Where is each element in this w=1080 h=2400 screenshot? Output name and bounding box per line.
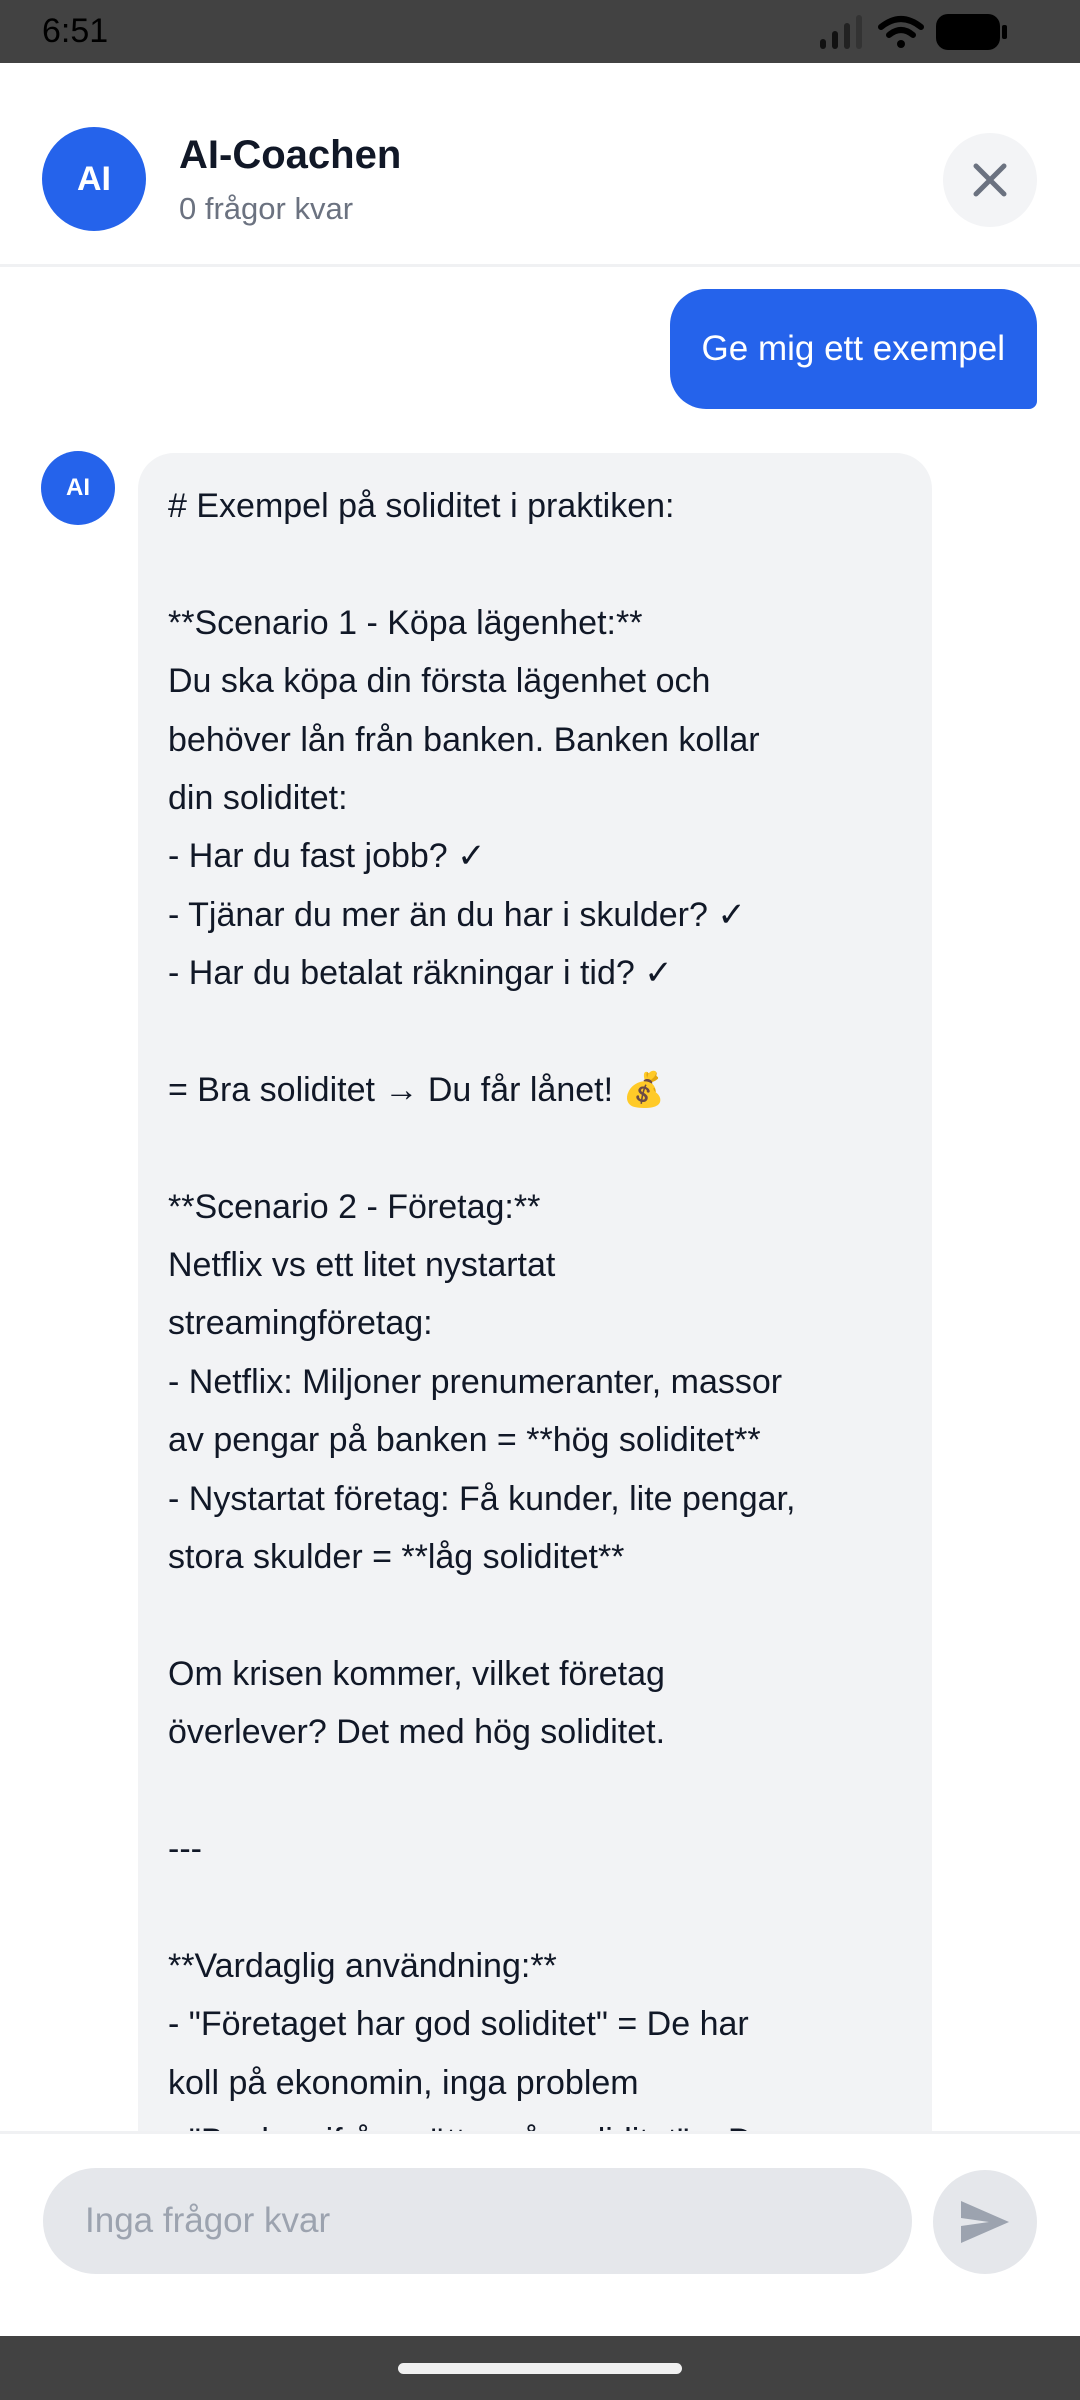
ai-message-line xyxy=(168,1003,902,1061)
chat-header xyxy=(0,63,1080,267)
send-button[interactable] xyxy=(933,2170,1037,2274)
navigation-bar xyxy=(0,2336,1080,2400)
ai-message-line: **Scenario 1 - Köpa lägenhet:** xyxy=(168,603,643,642)
ai-message-line: av pengar på banken = **hög soliditet** xyxy=(168,1421,761,1460)
ai-message-line: - Netflix: Miljoner prenumeranter, massor xyxy=(168,1362,783,1401)
signal-icon xyxy=(820,15,866,49)
ai-message-line: - Nystartat företag: Få kunder, lite pengar, xyxy=(168,1479,796,1518)
status-time: 6:51 xyxy=(42,12,109,50)
ai-message-line: # Exempel på soliditet i praktiken: xyxy=(168,487,675,525)
ai-message-line: - Har du betalat räkningar i tid? ✓ xyxy=(168,954,673,993)
ai-message-line: Netflix vs ett litet nystartat xyxy=(168,1246,556,1285)
ai-message-line: Du ska köpa din första lägenhet och xyxy=(168,662,711,701)
ai-message-line: - Tjänar du mer än du har i skulder? ✓ xyxy=(168,895,746,934)
ai-message-line xyxy=(168,1119,902,1177)
message-list[interactable] xyxy=(0,267,1080,2131)
ai-message-line xyxy=(168,1586,902,1644)
ai-message-line: Om krisen kommer, vilket företag xyxy=(168,1654,665,1693)
coach-avatar: AI xyxy=(42,127,146,231)
ai-message-line: **Scenario 2 - Företag:** xyxy=(168,1187,541,1226)
message-input[interactable] xyxy=(43,2168,912,2274)
wifi-icon xyxy=(878,15,924,49)
ai-message-line: - "Företaget har god soliditet" = De har xyxy=(168,2005,749,2044)
ai-message-line: - Har du fast jobb? ✓ xyxy=(168,837,486,876)
send-icon xyxy=(959,2199,1011,2245)
user-message: Ge mig ett exempel xyxy=(670,289,1037,409)
ai-message-line: din soliditet: xyxy=(168,778,348,817)
close-button[interactable] xyxy=(943,133,1037,227)
ai-message-line xyxy=(168,1762,902,1820)
ai-message-line xyxy=(168,1878,902,1936)
ai-message-line: stora skulder = **låg soliditet** xyxy=(168,1538,625,1577)
close-icon xyxy=(970,160,1010,200)
status-icons xyxy=(820,14,1008,50)
ai-message-line: = Bra soliditet → Du får lånet! 💰 xyxy=(168,1070,665,1109)
home-handle[interactable] xyxy=(398,2363,682,2374)
ai-message-line: koll på ekonomin, inga problem xyxy=(168,2063,639,2102)
questions-remaining: 0 frågor kvar xyxy=(179,191,354,226)
battery-icon xyxy=(936,14,1008,50)
chat-footer xyxy=(0,2131,1080,2336)
ai-message-line: behöver lån från banken. Banken kollar xyxy=(168,720,760,759)
chat-title: AI-Coachen xyxy=(179,133,402,177)
ai-message xyxy=(138,453,932,2210)
ai-message-line xyxy=(168,535,902,593)
ai-message-line: överlever? Det med hög soliditet. xyxy=(168,1713,666,1752)
status-bar xyxy=(0,0,1080,63)
ai-message-line: **Vardaglig användning:** xyxy=(168,1946,557,1985)
ai-message-line: --- xyxy=(168,1829,202,1868)
ai-avatar: AI xyxy=(41,451,115,525)
ai-message-line: streamingföretag: xyxy=(168,1304,433,1343)
